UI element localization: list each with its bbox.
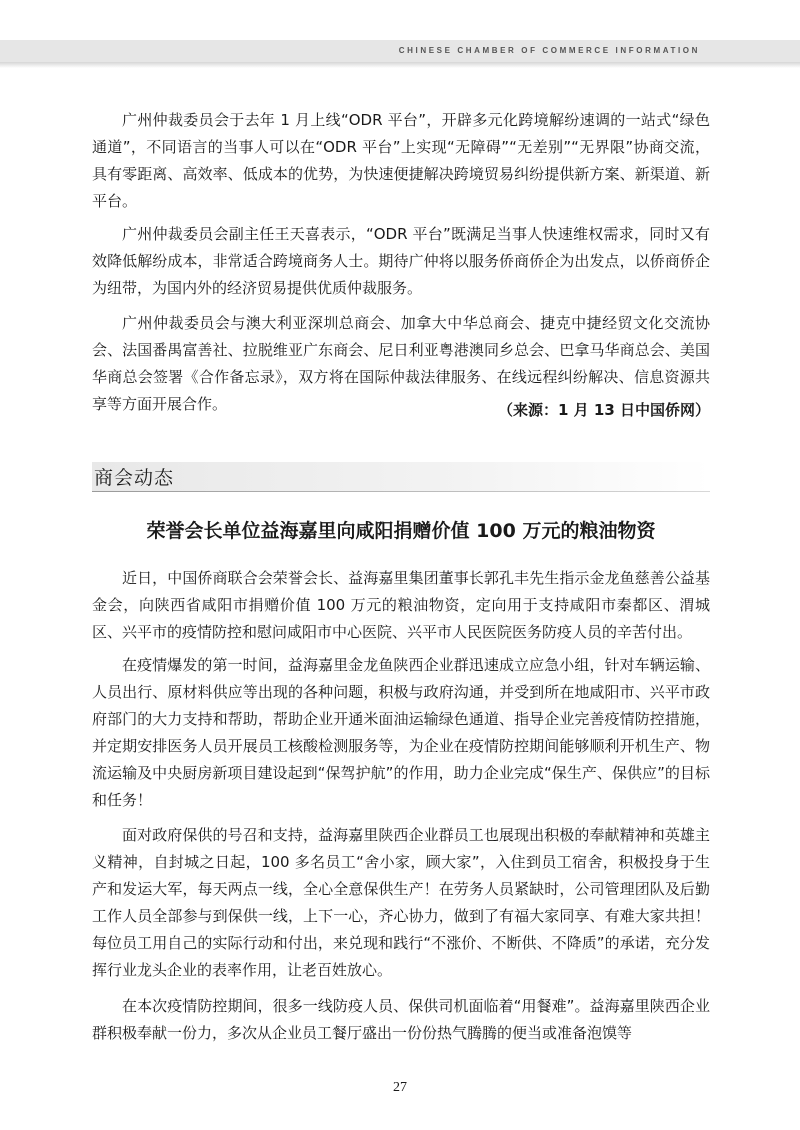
- section-title: 商会动态: [94, 467, 175, 489]
- paragraph: 面对政府保供的号召和支持，益海嘉里陕西企业群员工也展现出积极的奉献精神和英雄主义精神，自封城之日起，100 多名员工“舍小家，顾大家”，入住到员工宿舍，积极投身于生产和发运大军，每天两点一线，全心全意保供生产！在劳务人员紧缺时，公司管理团队及后勤工作人员全部参与到保供一线，上下一心，齐心协力，做到了有福大家同享、有难大家共担！每位员工用自己的实际行动和付出，来兑现和践行“不涨价、不断供、不降质”的承诺，充分发挥行业龙头企业的表率作用，让老百姓放心。: [92, 826, 710, 979]
- paragraph: 广州仲裁委员会于去年 1 月上线“ODR 平台”，开辟多元化跨境解纷速调的一站式“绿色通道”，不同语言的当事人可以在“ODR 平台”上实现“无障碍”“无差别”“无界限”协商交流，具有零距离、高效率、低成本的优势，为快速便捷解决跨境贸易纠纷提供新方案、新渠道、新平台。: [92, 111, 710, 210]
- header-shadow: [0, 62, 800, 68]
- paragraph: 广州仲裁委员会与澳大利亚深圳总商会、加拿大中华总商会、捷克中捷经贸文化交流协会、法国番禺富善社、拉脱维亚广东商会、尼日利亚粤港澳同乡总会、巴拿马华商总会、美国华商总会签署《合作备忘录》，双方将在国际仲裁法律服务、在线远程纠纷解决、信息资源共享等方面开展合作。: [92, 314, 710, 413]
- paragraph: 近日，中国侨商联合会荣誉会长、益海嘉里集团董事长郭孔丰先生指示金龙鱼慈善公益基金会，向陕西省咸阳市捐赠价值 100 万元的粮油物资，定向用于支持咸阳市秦都区、渭城区、兴平市的疫情防控和慰问咸阳市中心医院、兴平市人民医院医务防疫人员的辛苦付出。: [92, 569, 710, 641]
- section-bar: [92, 462, 710, 492]
- running-header: CHINESE CHAMBER OF COMMERCE INFORMATION: [398, 46, 700, 55]
- paragraph: 在疫情爆发的第一时间，益海嘉里金龙鱼陕西企业群迅速成立应急小组，针对车辆运输、人员出行、原材料供应等出现的各种问题，积极与政府沟通，并受到所在地咸阳市、兴平市政府部门的大力支持和帮助，帮助企业开通米面油运输绿色通道、指导企业完善疫情防控措施，并定期安排医务人员开展员工核酸检测服务等，为企业在疫情防控期间能够顺利开机生产、物流运输及中央厨房新项目建设起到“保驾护航”的作用，助力企业完成“保生产、保供应”的目标和任务！: [92, 656, 710, 809]
- source-note: （来源：1 月 13 日中国侨网）: [498, 401, 710, 419]
- page-number: 27: [393, 1080, 407, 1095]
- article-title: 荣誉会长单位益海嘉里向咸阳捐赠价值 100 万元的粮油物资: [146, 520, 656, 542]
- paragraph: 在本次疫情防控期间，很多一线防疫人员、保供司机面临着“用餐难”。益海嘉里陕西企业群积极奉献一份力，多次从企业员工餐厅盛出一份份热气腾腾的便当或准备泡馍等: [92, 997, 710, 1042]
- paragraph: 广州仲裁委员会副主任王天喜表示，“ODR 平台”既满足当事人快速维权需求，同时又有效降低解纷成本，非常适合跨境商务人士。期待广仲将以服务侨商侨企为出发点，以侨商侨企为纽带，为国内外的经济贸易提供优质仲裁服务。: [92, 225, 710, 297]
